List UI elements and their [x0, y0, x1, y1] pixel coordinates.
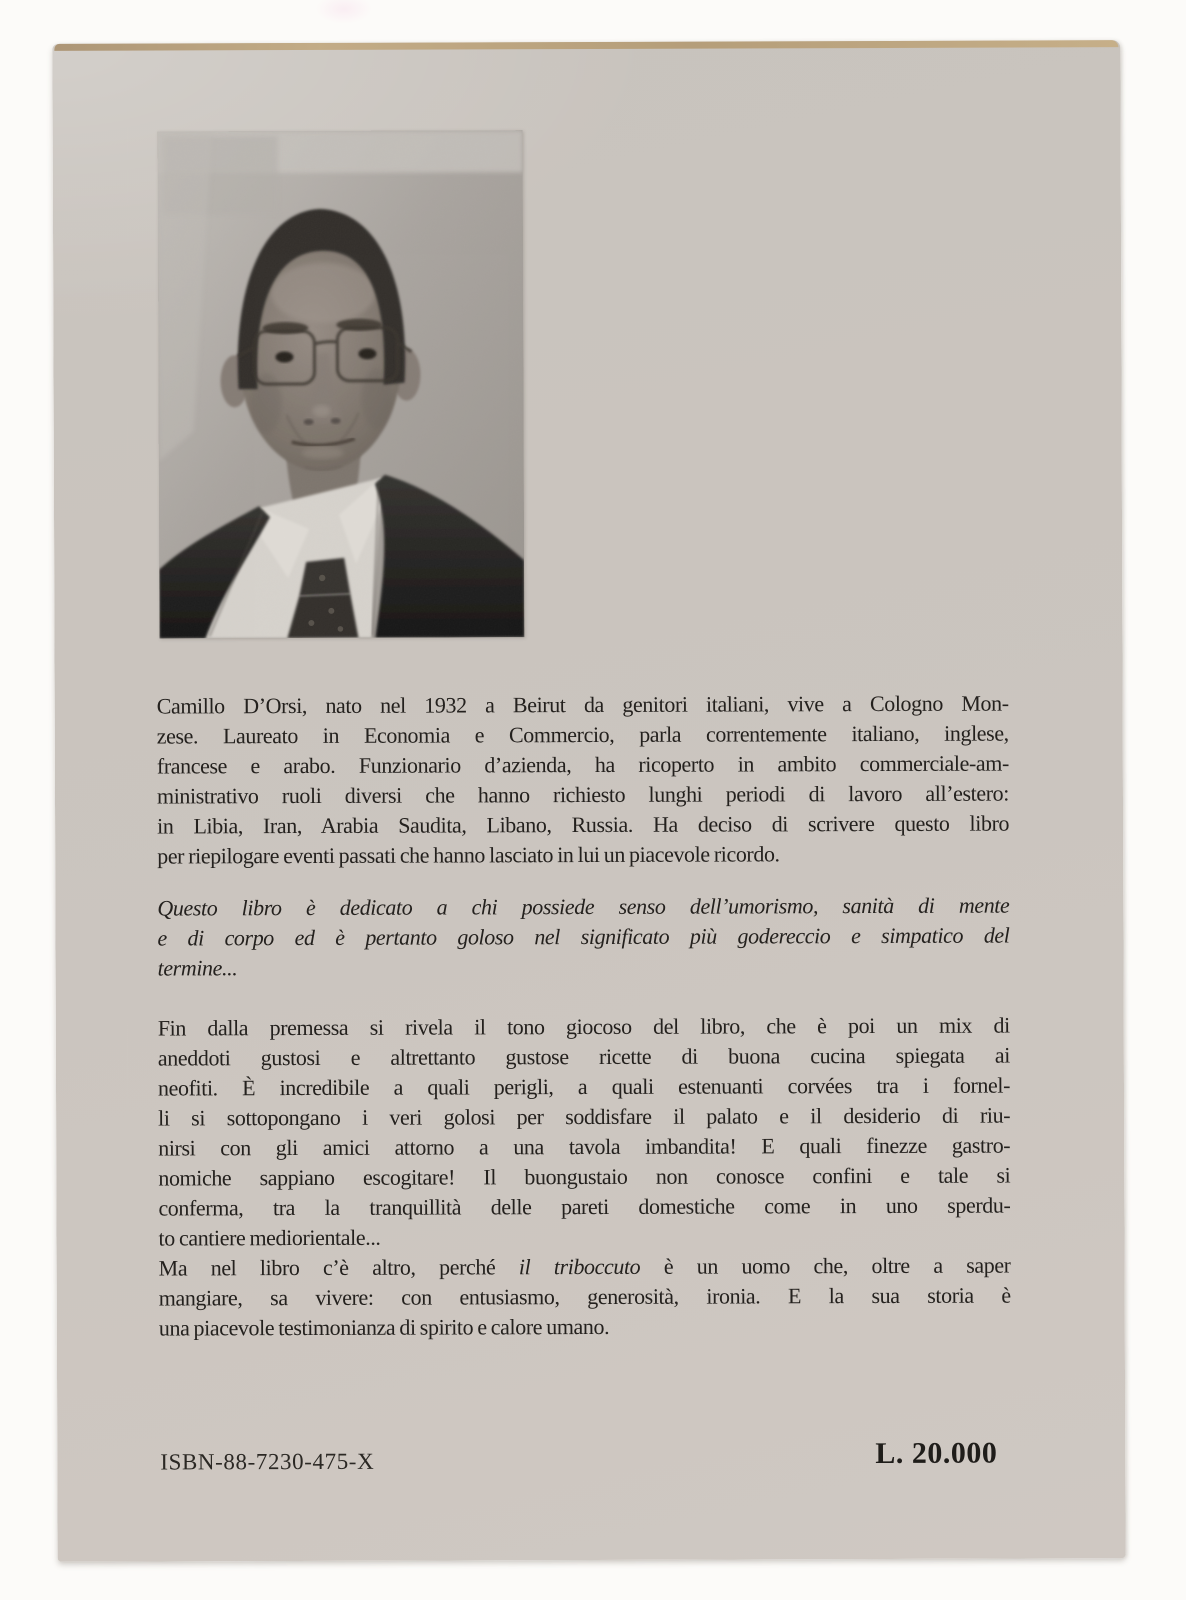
- text-line: to cantiere mediorientale...: [158, 1224, 381, 1251]
- text-line: Camillo D’Orsi, nato nel 1932 a Beirut da genitori italiani, vive a Cologno Mon-: [156, 690, 1009, 719]
- author-portrait: [158, 130, 525, 638]
- text-line: in Libia, Iran, Arabia Saudita, Libano, Russia. Ha deciso di scrivere questo libro: [157, 810, 1010, 839]
- text-line: e di corpo ed è pertanto goloso nel significato più godereccio e simpatico del: [157, 922, 1010, 951]
- price-label: L. 20.000: [875, 1436, 998, 1471]
- review-text: [158, 1011, 1011, 1344]
- text-line: francese e arabo. Funzionario d’azienda, ha ricoperto in ambito commerciale-am-: [156, 750, 1009, 779]
- book-back-cover: [52, 40, 1125, 1562]
- author-portrait-image: [158, 130, 525, 638]
- isbn-label: ISBN-88-7230-475-X: [160, 1448, 375, 1475]
- text-line: neofiti. È incredibile a quali perigli, a quali estenuanti corvées tra i fornel-: [157, 1072, 1011, 1101]
- text-line: Ma nel libro c’è altro, perché il triboccuto è un uomo che, oltre a saper: [158, 1252, 1011, 1281]
- text-line: zese. Laureato in Economia e Commercio, parla correntemente italiano, inglese,: [156, 720, 1009, 749]
- book-page-edge: [54, 40, 1118, 51]
- text-line: Fin dalla premessa si rivela il tono giocoso del libro, che è poi un mix di: [157, 1012, 1010, 1041]
- text-line: nomiche sappiano escogitare! Il buongustaio non conosce confini e tale si: [158, 1162, 1011, 1191]
- text-line: li si sottopongano i veri golosi per soddisfare il palato e il desiderio di riu-: [158, 1102, 1011, 1131]
- text-line: per riepilogare eventi passati che hanno lasciato in lui un piacevole ricordo.: [157, 841, 780, 869]
- scan-smudge: [316, 0, 372, 24]
- text-line: aneddoti gustosi e altrettanto gustose ricette di buona cucina spiegata ai: [157, 1042, 1010, 1071]
- text-line: Questo libro è dedicato a chi possiede senso dell’umorismo, sanità di mente: [157, 892, 1010, 921]
- text-line: una piacevole testimonianza di spirito e calore umano.: [158, 1313, 610, 1341]
- text-line: mangiare, sa vivere: con entusiasmo, generosità, ironia. E la sua storia è: [158, 1282, 1011, 1311]
- dedication-text: [157, 891, 1009, 984]
- text-line: ministrativo ruoli diversi che hanno richiesto lunghi periodi di lavoro all’estero:: [156, 780, 1010, 809]
- text-line: termine...: [157, 955, 238, 981]
- author-bio-text: [157, 689, 1010, 872]
- text-line: nirsi con gli amici attorno a una tavola imbandita! E quali finezze gastro-: [158, 1132, 1011, 1161]
- text-line: conferma, tra la tranquillità delle pareti domestiche come in uno sperdu-: [158, 1192, 1011, 1221]
